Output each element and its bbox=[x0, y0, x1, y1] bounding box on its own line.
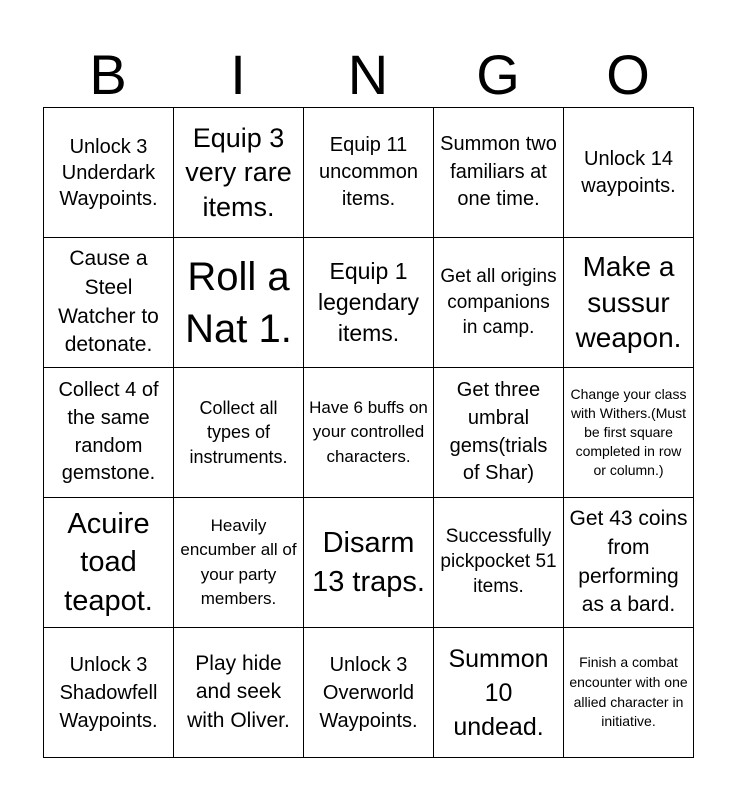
bingo-cell-text: Make a sussur weapon. bbox=[575, 250, 682, 354]
bingo-cell-text: Summon two familiars at one time. bbox=[440, 133, 557, 211]
bingo-cell-r4c3[interactable] bbox=[304, 498, 434, 628]
bingo-cell-text: Finish a combat encounter with one allied character in initiative. bbox=[569, 654, 688, 730]
bingo-cell-r1c3[interactable] bbox=[304, 108, 434, 238]
bingo-cell-text: Collect 4 of the same random gemstone. bbox=[58, 379, 159, 485]
bingo-cell-r4c4[interactable] bbox=[434, 498, 564, 628]
bingo-cell-text: Have 6 buffs on your controlled characters. bbox=[309, 398, 428, 466]
bingo-cell-text: Cause a Steel Watcher to detonate. bbox=[58, 246, 159, 357]
bingo-cell-text: Get 43 coins from performing as a bard. bbox=[569, 506, 688, 617]
bingo-cell-text: Equip 1 legendary items. bbox=[317, 257, 420, 347]
bingo-cell-text: Unlock 3 Overworld Waypoints. bbox=[319, 653, 418, 732]
bingo-cell-r3c3[interactable] bbox=[304, 368, 434, 498]
bingo-cell-text: Unlock 3 Underdark Waypoints. bbox=[59, 135, 158, 210]
header-letter-o: O bbox=[606, 43, 650, 106]
bingo-cell-text: Play hide and seek with Oliver. bbox=[187, 651, 290, 732]
bingo-cell-r5c1[interactable] bbox=[44, 628, 174, 758]
bingo-cell-r5c2[interactable] bbox=[174, 628, 304, 758]
bingo-cell-text: Heavily encumber all of your party members. bbox=[180, 516, 297, 608]
bingo-cell-text: Equip 11 uncommon items. bbox=[319, 134, 418, 210]
header-letter-g: G bbox=[476, 43, 520, 106]
bingo-cell-text: Successfully pickpocket 51 items. bbox=[440, 526, 557, 597]
bingo-cell-text: Collect all types of instruments. bbox=[189, 398, 288, 467]
bingo-cell-r3c2[interactable] bbox=[174, 368, 304, 498]
bingo-cell-text: Roll a Nat 1. bbox=[185, 254, 292, 351]
bingo-cell-r4c5[interactable] bbox=[564, 498, 694, 628]
bingo-cell-text: Summon 10 undead. bbox=[448, 644, 549, 741]
bingo-cell-r2c5[interactable] bbox=[564, 238, 694, 368]
bingo-cell-r3c5[interactable] bbox=[564, 368, 694, 498]
bingo-cell-text: Disarm 13 traps. bbox=[312, 527, 425, 598]
bingo-cell-r1c1[interactable] bbox=[44, 108, 174, 238]
bingo-cell-r2c1[interactable] bbox=[44, 238, 174, 368]
bingo-cell-text: Get three umbral gems(trials of Shar) bbox=[449, 379, 548, 485]
bingo-cell-r5c3[interactable] bbox=[304, 628, 434, 758]
bingo-cell-r3c4[interactable] bbox=[434, 368, 564, 498]
bingo-cell-r2c3[interactable] bbox=[304, 238, 434, 368]
bingo-cell-r2c4[interactable] bbox=[434, 238, 564, 368]
bingo-cell-r4c2[interactable] bbox=[174, 498, 304, 628]
bingo-cell-r5c4[interactable] bbox=[434, 628, 564, 758]
bingo-header bbox=[43, 44, 693, 106]
bingo-cell-r2c2[interactable] bbox=[174, 238, 304, 368]
bingo-cell-text: Acuire toad teapot. bbox=[64, 508, 153, 617]
bingo-cell-text: Change your class with Withers.(Must be first square completed in row or column.) bbox=[570, 386, 687, 478]
bingo-cell-r1c4[interactable] bbox=[434, 108, 564, 238]
bingo-cell-text: Get all origins companions in camp. bbox=[440, 266, 557, 339]
bingo-cell-r1c5[interactable] bbox=[564, 108, 694, 238]
bingo-cell-r3c1[interactable] bbox=[44, 368, 174, 498]
bingo-cell-r1c2[interactable] bbox=[174, 108, 304, 238]
bingo-cell-r4c1[interactable] bbox=[44, 498, 174, 628]
bingo-cell-text: Equip 3 very rare items. bbox=[185, 122, 292, 222]
bingo-cell-text: Unlock 14 waypoints. bbox=[581, 147, 676, 197]
header-letter-n: N bbox=[347, 43, 389, 106]
bingo-board bbox=[43, 107, 694, 758]
bingo-cell-r5c5[interactable] bbox=[564, 628, 694, 758]
header-letter-i: I bbox=[230, 43, 246, 106]
bingo-cell-text: Unlock 3 Shadowfell Waypoints. bbox=[59, 653, 158, 732]
header-letter-b: B bbox=[89, 43, 127, 106]
